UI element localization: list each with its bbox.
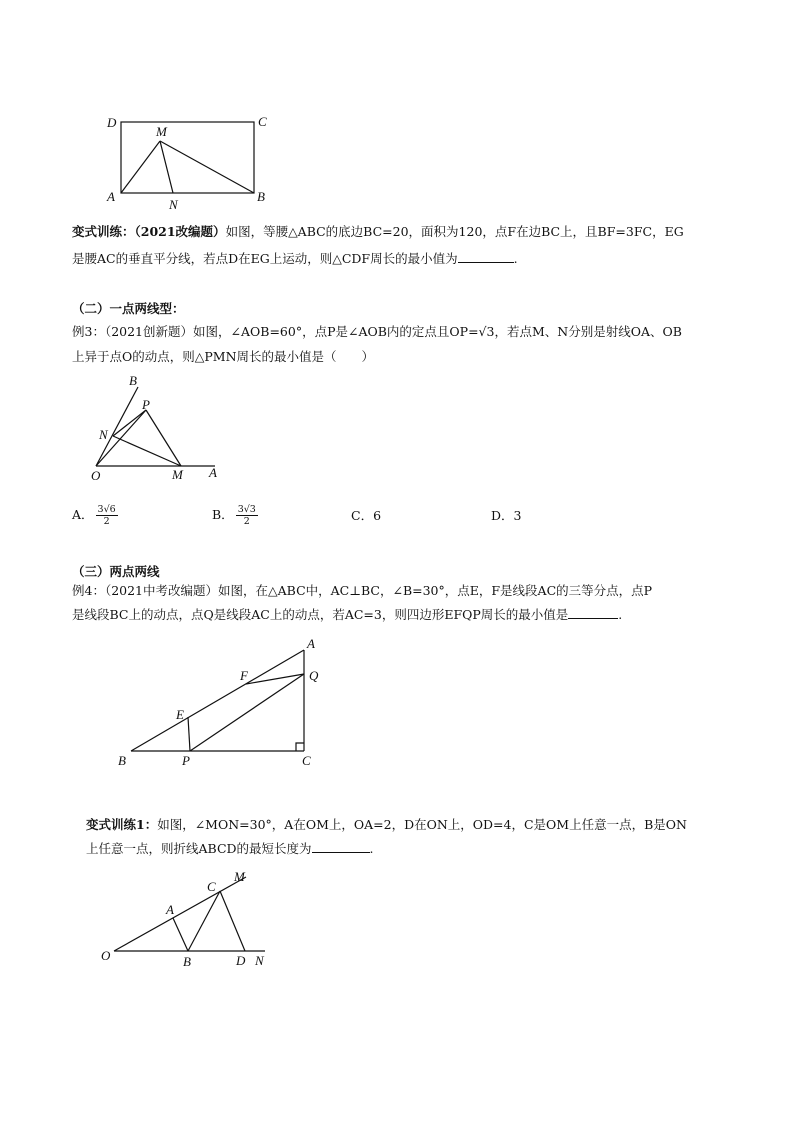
option-a-label: A． bbox=[72, 507, 94, 522]
variant1-source: （2021改编题） bbox=[134, 224, 226, 239]
variant1-line1 bbox=[72, 224, 684, 240]
label-a: A bbox=[166, 902, 174, 917]
segment-pq bbox=[190, 674, 304, 751]
label-b: B bbox=[183, 954, 191, 969]
option-b-numerator: 3√3 bbox=[237, 504, 256, 515]
option-b[interactable] bbox=[212, 504, 258, 527]
figure-angle-aob-svg bbox=[0, 370, 794, 490]
option-a-numerator: 3√6 bbox=[97, 504, 116, 515]
variant2-text2: 上任意一点，则折线ABCD的最短长度为 bbox=[86, 841, 312, 856]
answer-blank[interactable] bbox=[568, 607, 618, 619]
example3-line2: 上异于点O的动点，则△PMN周长的最小值是（ ） bbox=[72, 349, 375, 364]
option-b-denominator: 2 bbox=[243, 516, 250, 527]
label-m: M bbox=[172, 467, 183, 482]
variant1-line2 bbox=[72, 251, 518, 267]
option-b-label: B． bbox=[212, 507, 234, 522]
figure-angle-mon bbox=[0, 865, 794, 975]
label-b: B bbox=[118, 753, 126, 768]
option-b-fraction bbox=[236, 504, 258, 527]
option-a[interactable] bbox=[72, 504, 118, 527]
figure-triangle-abc bbox=[0, 630, 794, 775]
variant2-end: . bbox=[369, 841, 374, 856]
figure-angle-mon-svg bbox=[0, 865, 794, 975]
label-q: Q bbox=[309, 668, 319, 683]
label-m: M bbox=[156, 124, 167, 139]
segment-mb bbox=[160, 141, 254, 193]
label-o: O bbox=[101, 948, 111, 963]
section2-heading: （二）一点两线型： bbox=[72, 301, 185, 316]
label-o: O bbox=[91, 468, 101, 483]
label-d: D bbox=[236, 953, 246, 968]
label-n: N bbox=[169, 197, 178, 212]
section3-heading: （三）两点两线 bbox=[72, 564, 160, 579]
segment-mn bbox=[160, 141, 173, 193]
label-c: C bbox=[258, 114, 267, 129]
label-c: C bbox=[207, 879, 216, 894]
segment-pm bbox=[146, 410, 181, 466]
label-b: B bbox=[129, 373, 137, 388]
figure-rectangle bbox=[0, 0, 794, 215]
label-n: N bbox=[99, 427, 108, 442]
example4-end: . bbox=[618, 607, 623, 622]
variant2-label: 变式训练1： bbox=[86, 817, 158, 832]
label-a: A bbox=[107, 189, 115, 204]
option-d[interactable]: D．3 bbox=[491, 508, 522, 523]
label-m: M bbox=[234, 869, 245, 884]
variant2-text1: 如图，∠MON=30°，A在OM上，OA=2，D在ON上，OD=4，C是OM上任意一点，B是ON bbox=[157, 817, 687, 832]
label-n: N bbox=[255, 953, 264, 968]
right-angle-mark bbox=[296, 743, 304, 751]
variant1-end: . bbox=[513, 251, 518, 266]
segment-np bbox=[113, 410, 146, 436]
label-p: P bbox=[142, 397, 150, 412]
segment-cd bbox=[220, 891, 245, 951]
segment-ba bbox=[131, 650, 304, 751]
answer-blank[interactable] bbox=[312, 841, 370, 853]
variant2-line1 bbox=[86, 817, 687, 833]
label-a: A bbox=[307, 636, 315, 651]
variant2-line2 bbox=[86, 841, 374, 857]
variant1-text1: 如图，等腰△ABC的底边BC=20，面积为120，点F在边BC上，且BF=3FC，EG bbox=[225, 224, 684, 239]
label-f: F bbox=[240, 668, 248, 683]
figure-rectangle-svg bbox=[0, 0, 794, 215]
label-e: E bbox=[176, 707, 184, 722]
label-p: P bbox=[182, 753, 190, 768]
example4-line1: 例4：（2021中考改编题）如图，在△ABC中，AC⊥BC，∠B=30°，点E，F是线段AC的三等分点，点P bbox=[72, 583, 653, 598]
segment-nm bbox=[113, 436, 181, 466]
segment-ep bbox=[188, 717, 190, 751]
variant1-text2: 是腰AC的垂直平分线，若点D在EG上运动，则△CDF周长的最小值为 bbox=[72, 251, 458, 266]
label-d: D bbox=[107, 115, 117, 130]
option-c[interactable]: C．6 bbox=[351, 508, 382, 523]
example4-text2: 是线段BC上的动点，点Q是线段AC上的动点，若AC=3，则四边形EFQP周长的最小值是 bbox=[72, 607, 569, 622]
label-a: A bbox=[209, 465, 217, 480]
variant1-label: 变式训练： bbox=[72, 224, 135, 239]
label-b: B bbox=[257, 189, 265, 204]
answer-blank[interactable] bbox=[458, 251, 514, 263]
example4-line2 bbox=[72, 607, 622, 623]
figure-triangle-abc-svg bbox=[0, 630, 794, 775]
segment-ab bbox=[173, 918, 188, 951]
example3-line1: 例3：（2021创新题）如图，∠AOB=60°，点P是∠AOB内的定点且OP=√3，若点M、N分别是射线OA、OB bbox=[72, 324, 682, 339]
option-a-fraction bbox=[96, 504, 118, 527]
option-a-denominator: 2 bbox=[103, 516, 110, 527]
figure-angle-aob bbox=[0, 370, 794, 490]
segment-am bbox=[121, 141, 160, 193]
label-c: C bbox=[302, 753, 311, 768]
ray-om bbox=[114, 877, 246, 951]
